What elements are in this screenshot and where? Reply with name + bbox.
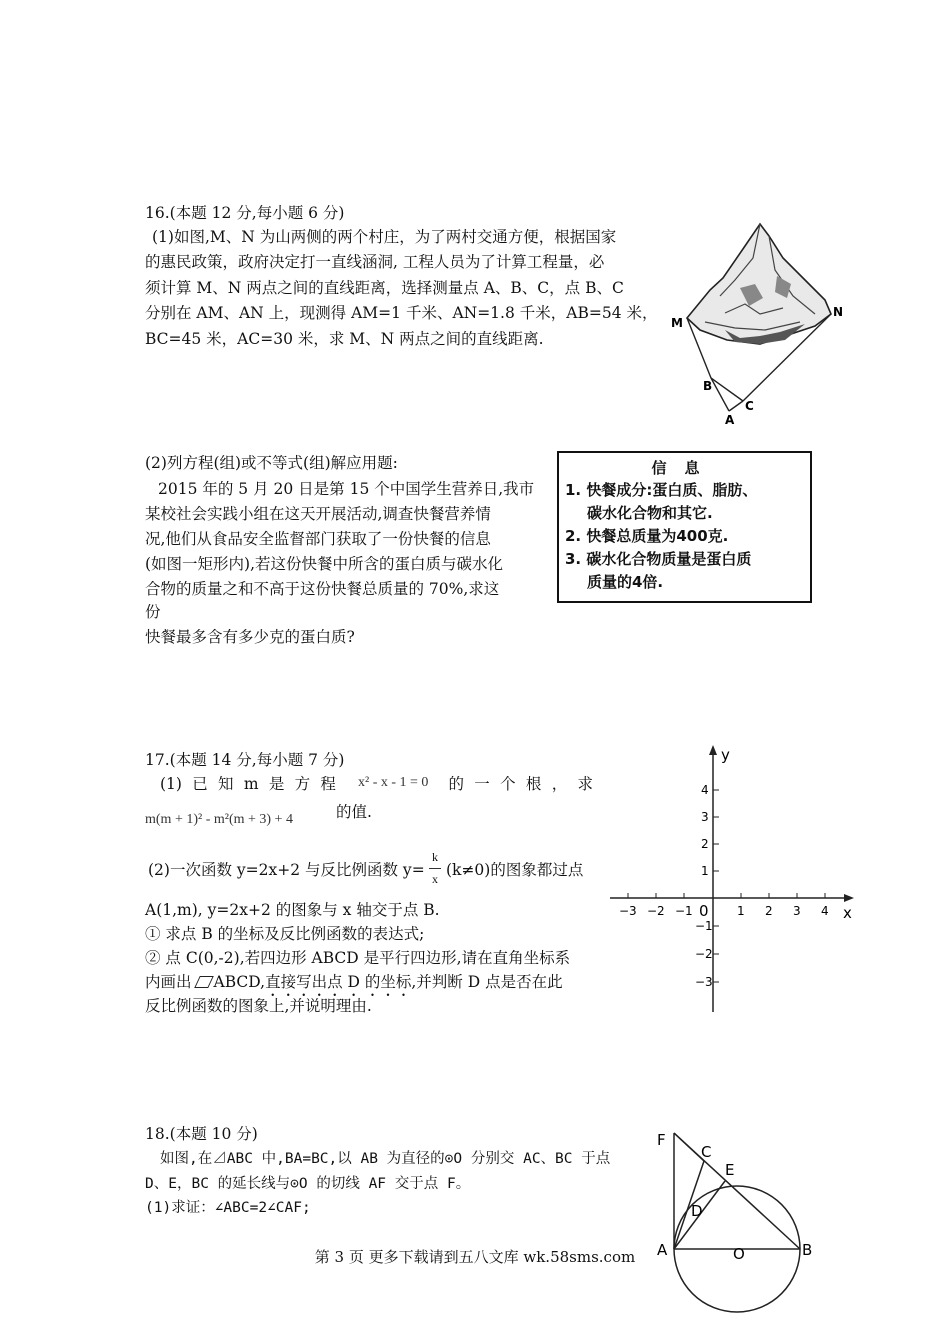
y-tick-label: −3 [695,975,713,989]
line-fc [674,1133,704,1161]
coordinate-axes [600,740,870,1020]
line-bc [711,378,743,401]
x-tick-label: −3 [619,904,637,918]
word: 知 [218,775,234,793]
mountain-figure [665,218,850,433]
label-d: D [691,1202,703,1220]
q16-p1-line-2: 的惠民政策，政府决定打一直线涵洞, 工程人员为了计算工程量，必 [145,253,605,271]
label-m: M [671,316,683,330]
label-a: A [657,1241,668,1259]
label-o: O [733,1245,745,1263]
q17-p2-g: 反比例函数的图象上,并说明理由. [145,997,372,1015]
label-n: N [833,305,844,319]
q17-p2-a: (2)一次函数 y=2x+2 与反比例函数 y= [148,861,425,879]
label-b: B [703,379,713,393]
word: 根 [525,775,542,793]
q17-p2-b: (k≠0)的图象都过点 [446,861,584,879]
x-tick-label: 4 [821,904,829,918]
x-tick-label: 2 [765,904,773,918]
info-row-2: 碳水化合物和其它. [587,504,713,522]
info-row-4: 3. 碳水化合物质量是蛋白质 [565,550,752,568]
q17-p2-c: A(1,m), y=2x+2 的图象与 x 轴交于点 B. [145,901,440,919]
q16-p2-line-1: (2)列方程(组)或不等式(组)解应用题: [145,454,398,472]
q16-header: 16.(本题 12 分,每小题 6 分) [145,204,345,222]
q16-p1-line-1: (1)如图,M、N 为山两侧的两个村庄，为了两村交通方便，根据国家 [152,228,617,246]
label-f: F [657,1131,666,1149]
x-tick-label: 3 [793,904,801,918]
q18-p1: 如图,在⊿ABC 中,BA=BC,以 AB 为直径的⊙O 分别交 AC、BC 于点 [160,1151,611,1167]
x-tick-label: −1 [675,904,693,918]
y-tick-label: 4 [701,783,709,797]
q16-p2-line-2: 2015 年的 5 月 20 日是第 15 个中国学生营养日,我市 [158,480,535,498]
info-title: 信息 [651,459,718,477]
q16-p2-line-7: 份 [145,603,161,621]
origin-label: 0 [699,902,709,920]
q16-p2-line-4: 况,他们从食品安全监督部门获取了一份快餐的信息 [145,530,491,548]
word: (1) [160,775,182,793]
y-ticks [695,783,719,989]
word: 个 [500,775,516,793]
emphasized-text: 直接写出点 D 的坐标 [265,973,412,991]
y-tick-label: 1 [701,864,709,878]
word: m [243,775,259,793]
mountain-shape [687,224,831,344]
fraction-bar [429,868,441,869]
y-tick-label: 3 [701,810,709,824]
x-tick-label: 1 [737,904,745,918]
q16-p2-line-8: 快餐最多含有多少克的蛋白质? [145,628,355,646]
label-e: E [725,1161,735,1179]
fraction-numerator: k [432,850,438,864]
word: 是 [268,775,285,793]
x-arrow [844,894,854,902]
q18-p3: (1)求证：∠ABC=2∠CAF; [145,1200,311,1216]
word: 程 [320,775,336,793]
x-tick-label: −2 [647,904,665,918]
expression-m: m(m + 1)² - m²(m + 3) + 4 [145,812,293,827]
page-footer: 第 3 页 更多下载请到五八文库 wk.58sms.com [314,1248,636,1266]
y-tick-label: −2 [695,947,713,961]
info-row-3: 2. 快餐总质量为400克. [565,527,729,545]
q16-p1-line-3: 须计算 M、N 两点之间的直线距离，选择测量点 A、B、C，点 B、C [145,279,624,297]
line-ac [729,401,743,411]
q16-p1-line-5: BC=45 米，AC=30 米，求 M、N 两点之间的直线距离. [145,330,544,348]
y-arrow [709,745,717,755]
word: 已 [192,775,208,793]
word: 的 [448,775,465,793]
y-axis-label: y [721,746,730,764]
q18-header: 18.(本题 10 分) [145,1125,258,1143]
label-b: B [802,1241,813,1259]
label-c: C [745,399,754,413]
word: 一 [474,775,490,793]
q16-p2-line-6: 合物的质量之和不高于这份快餐总质量的 70%,求这 [145,580,500,598]
x-axis-label: x [843,904,852,922]
word: 方 [294,775,311,793]
word: 求 [577,775,593,793]
q16-p1-line-4: 分别在 AM、AN 上，现测得 AM=1 千米、AN=1.8 千米，AB=54 米， [145,304,658,322]
equation-quadratic: x² - x - 1 = 0 [358,775,429,790]
text-segment: 内画出 [145,973,192,991]
q17-p2-e: ② 点 C(0,-2),若四边形 ABCD 是平行四边形,请在直角坐标系 [145,949,571,967]
q16-p2-line-5: (如图一矩形内),若这份快餐中所含的蛋白质与碳水化 [145,555,504,573]
y-tick-label: 2 [701,837,709,851]
info-box [557,451,812,603]
info-row-1: 1. 快餐成分:蛋白质、脂肪、 [565,481,758,499]
line-ba [711,378,729,411]
text-segment: ABCD, [213,973,266,991]
q17-p2-d: ① 求点 B 的坐标及反比例函数的表达式; [145,925,425,943]
q17-header: 17.(本题 14 分,每小题 7 分) [145,751,345,769]
q17-p1-tail: 的值. [336,803,372,821]
q16-p2-line-3: 某校社会实践小组在这天开展活动,调查快餐营养情 [145,505,491,523]
text-segment: ,并判断 D 点是否在此 [411,973,563,991]
word: ， [551,775,568,793]
y-tick-label: −1 [695,919,713,933]
info-row-5: 质量的4倍. [587,573,664,591]
x-ticks [619,893,829,918]
circle-figure [645,1125,825,1320]
q18-p2: D、E，BC 的延长线与⊙O 的切线 AF 交于点 F。 [145,1176,471,1192]
parallelogram-icon [194,976,214,988]
label-a: A [725,413,735,427]
label-c: C [701,1143,712,1161]
fraction-denominator: x [432,872,438,886]
